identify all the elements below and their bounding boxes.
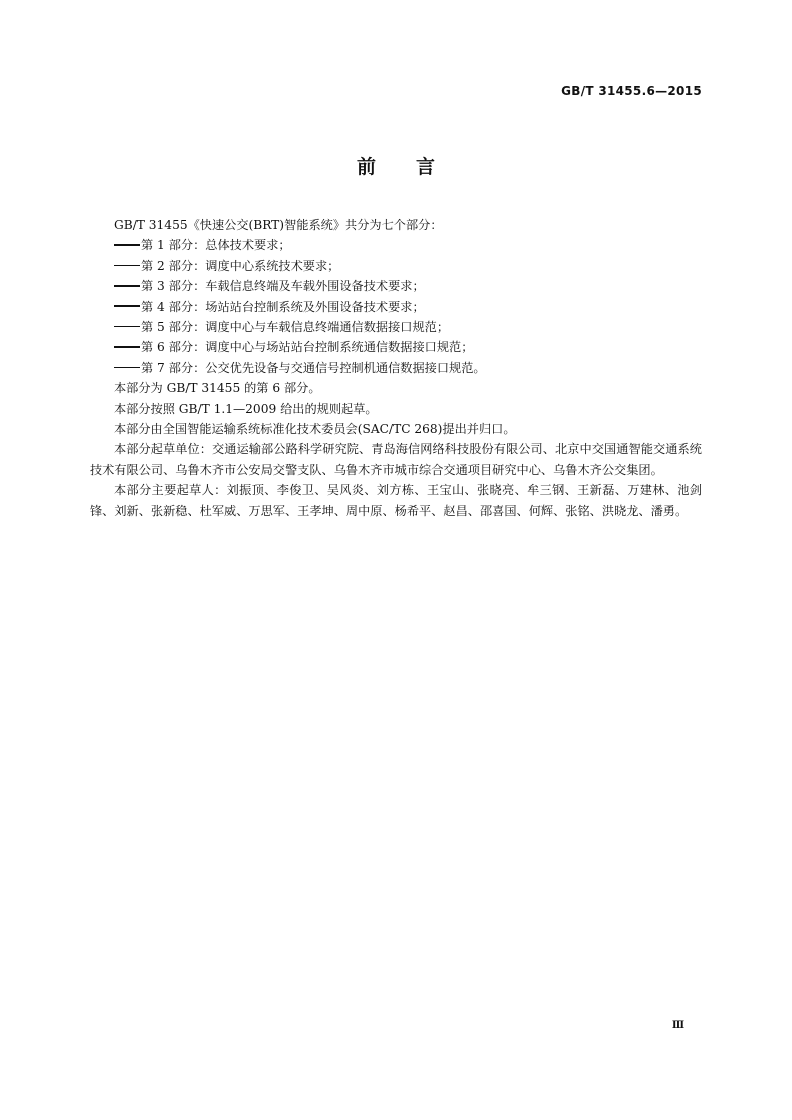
part-list-item <box>90 337 702 357</box>
part-label: 第 2 部分：调度中心系统技术要求； <box>141 258 340 273</box>
intro-paragraph: GB/T 31455《快速公交(BRT)智能系统》共分为七个部分： <box>114 218 443 232</box>
part-label: 第 5 部分：调度中心与车载信息终端通信数据接口规范； <box>141 320 450 335</box>
em-dash <box>114 326 140 328</box>
page-number: Ⅲ <box>671 1020 684 1031</box>
em-dash <box>114 285 140 287</box>
drafting-rules-statement: 本部分按照 GB/T 1.1—2009 给出的规则起草。 <box>114 401 378 416</box>
document-body <box>90 215 702 521</box>
part-list-item <box>90 358 702 378</box>
proposer-statement: 本部分由全国智能运输系统标准化技术委员会(SAC/TC 268)提出并归口。 <box>114 422 516 437</box>
part-label: 第 6 部分：调度中心与场站站台控制系统通信数据接口规范； <box>141 340 474 355</box>
part-list-item <box>90 256 702 276</box>
drafters-paragraph: 本部分主要起草人：刘振顶、李俊卫、吴风炎、刘方栋、王宝山、张晓亮、牟三钢、王新磊、万建林、池剑锋、刘新、张新稳、杜军威、万思军、王孝坤、周中原、杨希平、赵昌、邵喜国、何辉、张铭、洪晓龙、潘勇。 <box>90 483 702 518</box>
part-list-item <box>90 235 702 255</box>
em-dash <box>114 244 140 246</box>
part-label: 第 3 部分：车载信息终端及车载外围设备技术要求； <box>141 279 425 294</box>
em-dash <box>114 265 140 267</box>
part-label: 第 4 部分：场站站台控制系统及外围设备技术要求； <box>141 299 425 314</box>
part-label: 第 7 部分：公交优先设备与交通信号控制机通信数据接口规范。 <box>141 360 486 375</box>
em-dash <box>114 305 140 307</box>
em-dash <box>114 346 140 348</box>
part-list-item <box>90 297 702 317</box>
em-dash <box>114 367 140 369</box>
part-list-item <box>90 276 702 296</box>
part-statement: 本部分为 GB/T 31455 的第 6 部分。 <box>114 381 321 396</box>
part-list-item <box>90 317 702 337</box>
drafting-units-paragraph: 本部分起草单位：交通运输部公路科学研究院、青岛海信网络科技股份有限公司、北京中交国通智能交通系统技术有限公司、乌鲁木齐市公安局交警支队、乌鲁木齐市城市综合交通项目研究中心、乌鲁木齐公交集团。 <box>90 442 702 477</box>
page-title: 前言 <box>356 156 475 178</box>
standard-number: GB/T 31455.6—2015 <box>561 84 702 98</box>
part-label: 第 1 部分：总体技术要求； <box>141 238 291 253</box>
